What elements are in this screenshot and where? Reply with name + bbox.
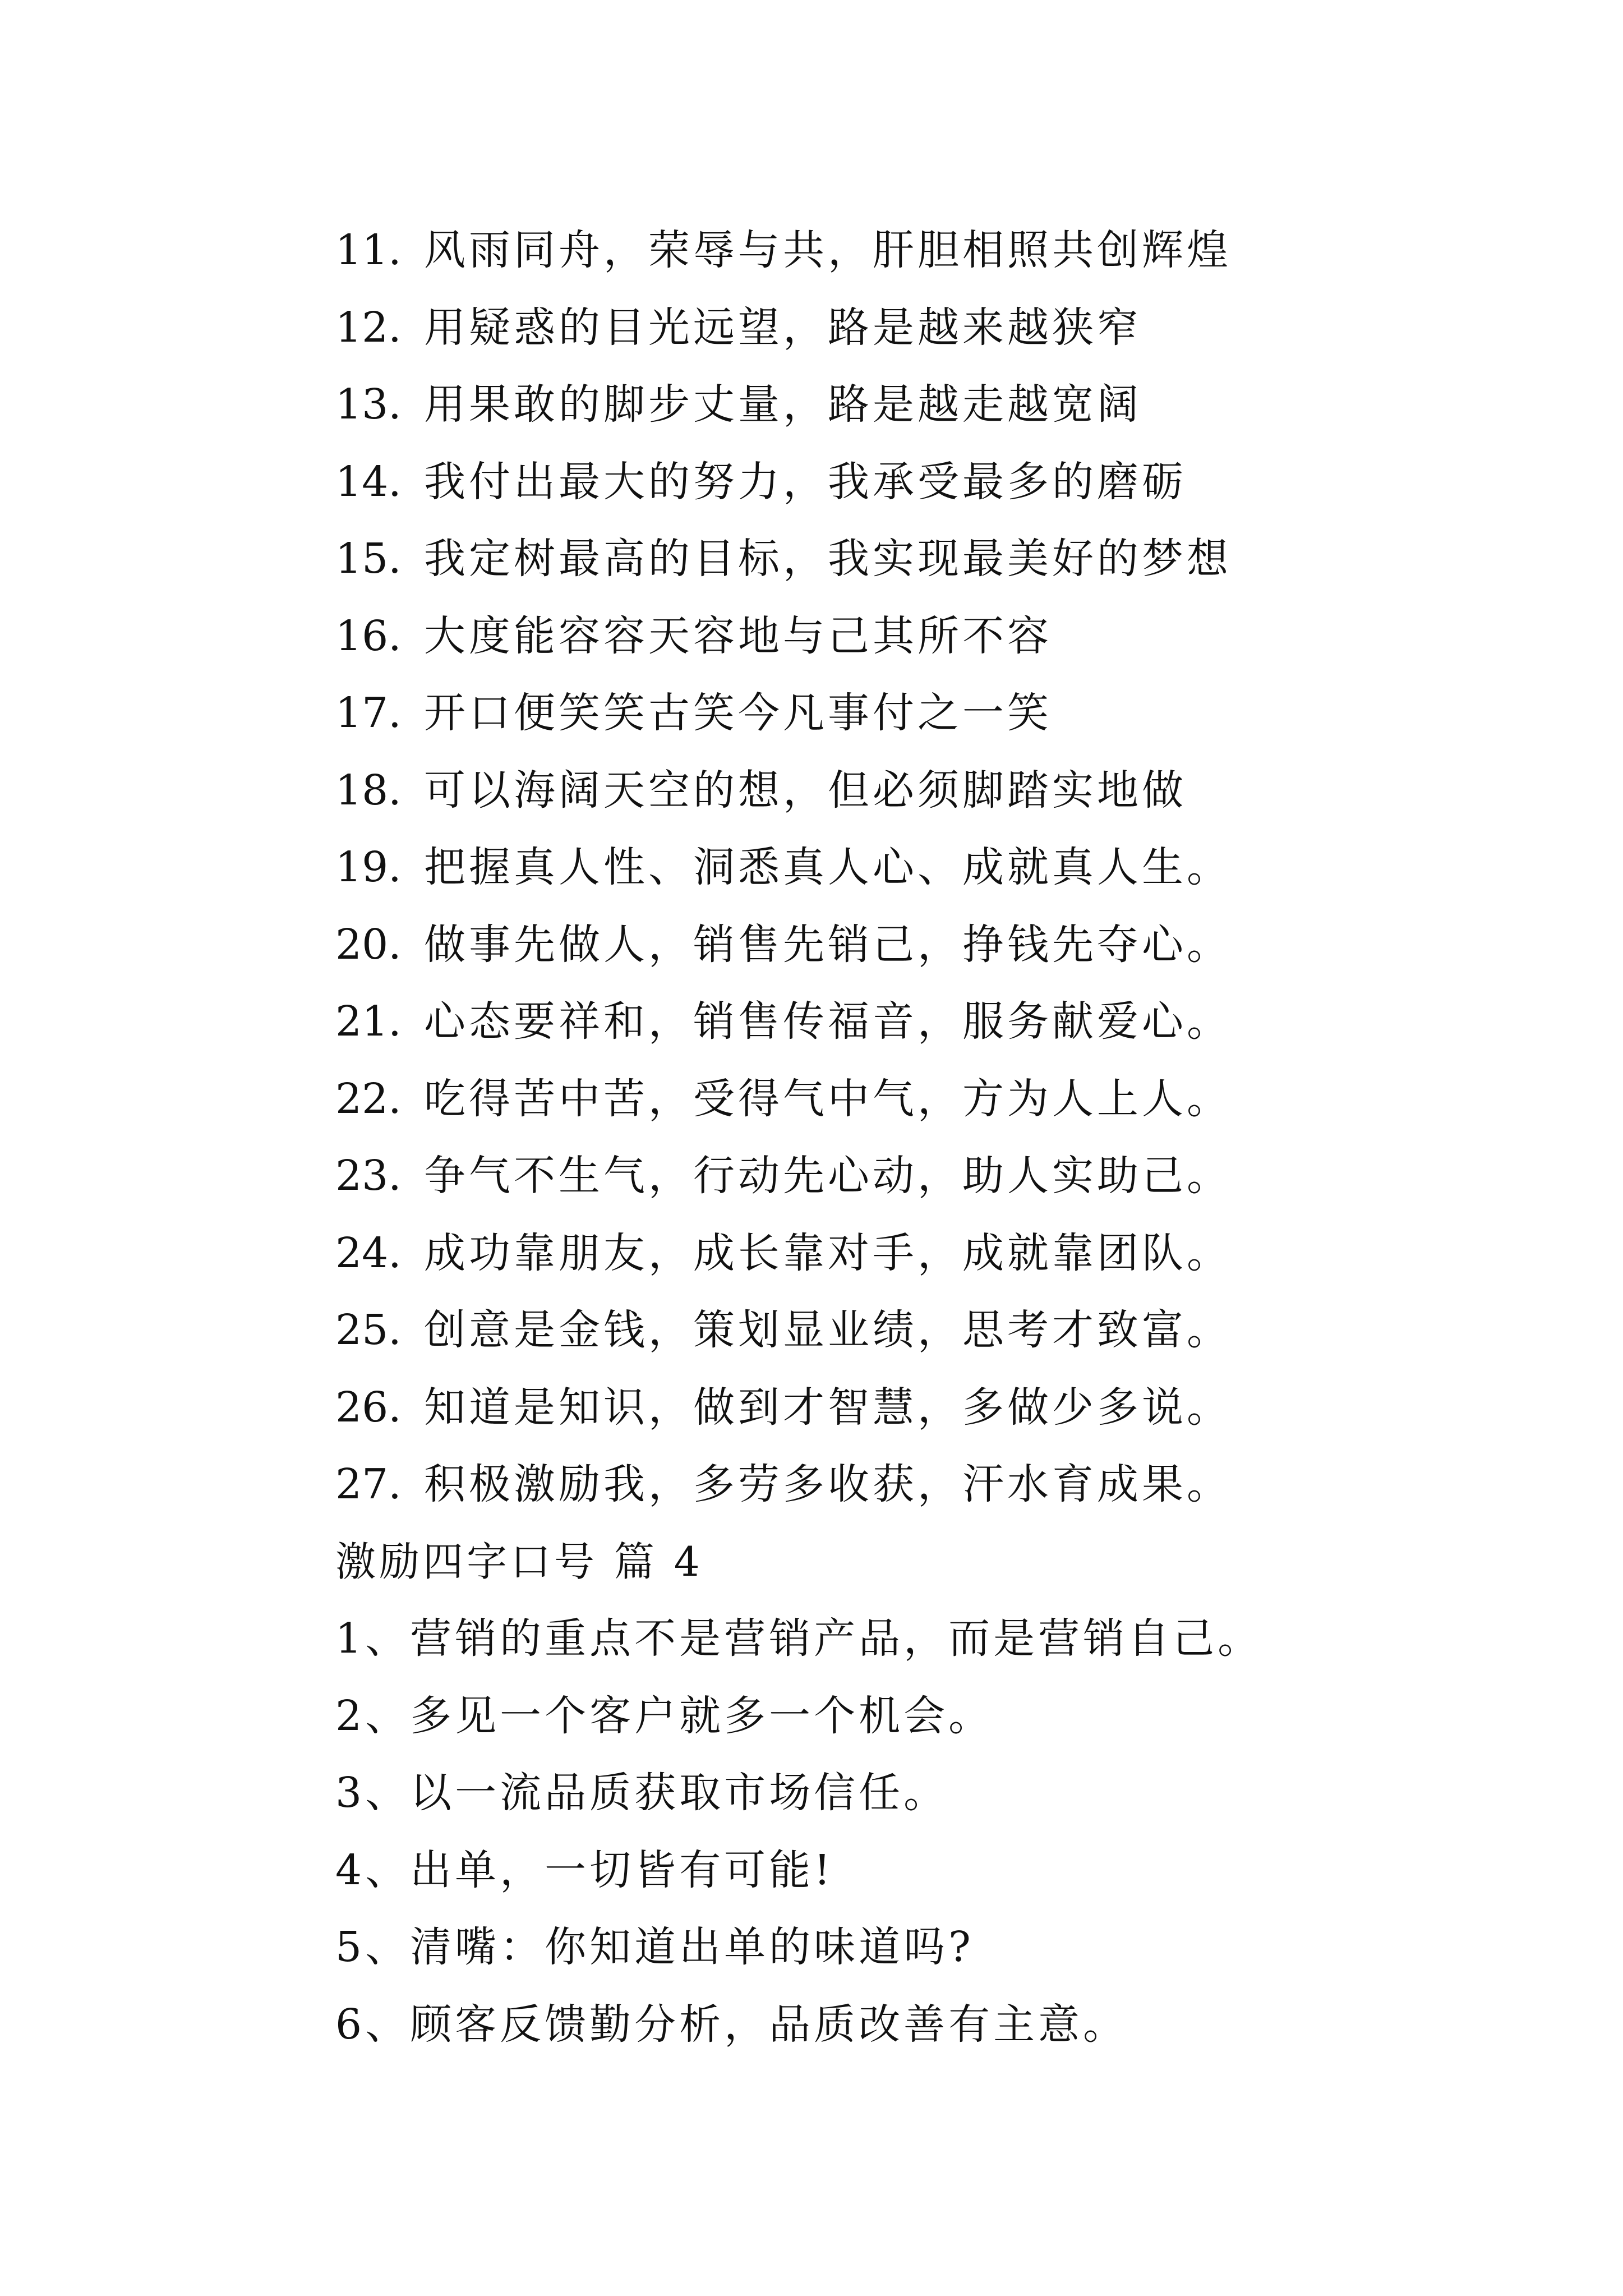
list-item-15 (335, 521, 1541, 598)
item-text: 用果敢的脚步丈量，路是越走越宽阔 (424, 380, 1142, 429)
item-number: 13. (335, 380, 402, 429)
item-text: 可以海阔天空的想，但必须脚踏实地做 (424, 766, 1187, 815)
list-item-20 (335, 907, 1541, 984)
item-number: 16. (335, 611, 402, 660)
section-item-5: 5、清嘴：你知道出单的味道吗? (335, 1923, 974, 1971)
list-item-26 (335, 1369, 1541, 1447)
item-text: 把握真人性、洞悉真人心、成就真人生。 (424, 843, 1232, 891)
item-number: 25. (335, 1306, 402, 1354)
list-item-21 (335, 983, 1541, 1061)
item-number: 12. (335, 303, 402, 352)
item-text: 成功靠朋友，成长靠对手，成就靠团队。 (424, 1228, 1232, 1277)
list-item-17 (335, 675, 1541, 752)
document-content (335, 212, 1541, 2063)
list-item-12 (335, 289, 1541, 367)
section-item-1: 1、营销的重点不是营销产品，而是营销自己。 (335, 1614, 1263, 1663)
list-item-11 (335, 212, 1541, 289)
item-number: 20. (335, 920, 402, 969)
item-number: 17. (335, 689, 402, 737)
list-item-23 (335, 1138, 1541, 1215)
item-text: 吃得苦中苦，受得气中气，方为人上人。 (424, 1074, 1232, 1123)
item-text: 我定树最高的目标，我实现最美好的梦想 (424, 535, 1232, 583)
list-item-13 (335, 366, 1541, 444)
item-text: 创意是金钱，策划显业绩，思考才致富。 (424, 1306, 1232, 1354)
section-item-2: 2、多见一个客户就多一个机会。 (335, 1691, 994, 1740)
item-number: 19. (335, 843, 402, 891)
list-item-18 (335, 752, 1541, 830)
item-number: 24. (335, 1228, 402, 1277)
item-number: 14. (335, 457, 402, 506)
item-text: 争气不生气，行动先心动，助人实助己。 (424, 1152, 1232, 1200)
section-heading: 激励四字口号 篇 4 (335, 1538, 703, 1585)
list-item-16 (335, 598, 1541, 675)
list-item-24 (335, 1215, 1541, 1292)
item-number: 22. (335, 1074, 402, 1123)
item-number: 15. (335, 535, 402, 583)
list-item-14 (335, 444, 1541, 521)
item-text: 知道是知识，做到才智慧，多做少多说。 (424, 1383, 1232, 1432)
item-number: 23. (335, 1152, 402, 1200)
section-item-4: 4、出单，一切皆有可能! (335, 1846, 834, 1894)
item-text: 积极激励我，多劳多收获，汗水育成果。 (424, 1460, 1232, 1508)
item-number: 11. (335, 226, 402, 274)
item-text: 做事先做人，销售先销己，挣钱先夺心。 (424, 920, 1232, 969)
item-number: 18. (335, 766, 402, 815)
item-number: 21. (335, 997, 402, 1046)
item-number: 27. (335, 1460, 402, 1508)
item-text: 心态要祥和，销售传福音，服务献爱心。 (424, 997, 1232, 1046)
item-text: 我付出最大的努力，我承受最多的磨砺 (424, 457, 1187, 506)
list-item-27 (335, 1446, 1541, 1524)
item-number: 26. (335, 1383, 402, 1432)
item-text: 开口便笑笑古笑今凡事付之一笑 (424, 689, 1052, 737)
item-text: 用疑惑的目光远望，路是越来越狭窄 (424, 303, 1142, 352)
list-item-22 (335, 1061, 1541, 1138)
section-item-3: 3、以一流品质获取市场信任。 (335, 1769, 949, 1817)
section-item-6: 6、顾客反馈勤分析，品质改善有主意。 (335, 2000, 1128, 2049)
list-item-19 (335, 829, 1541, 907)
item-text: 风雨同舟，荣辱与共，肝胆相照共创辉煌 (424, 226, 1232, 274)
list-item-25 (335, 1292, 1541, 1369)
item-text: 大度能容容天容地与己其所不容 (424, 611, 1052, 660)
